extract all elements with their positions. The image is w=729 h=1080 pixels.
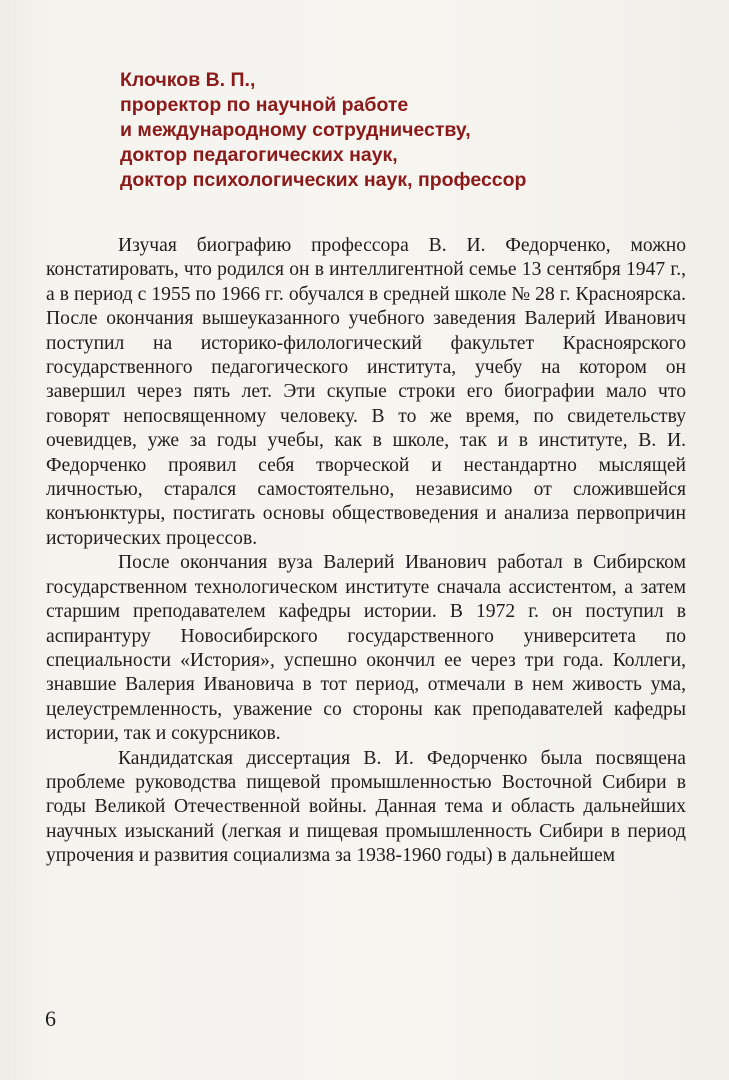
paragraph-3: Кандидатская диссертация В. И. Федорченко была посвящена проблеме руководства пищевой промышленностью Восточной Сибири в годы Великой Отечественной войны. Данная тема и область дальнейших научных изысканий (легкая и пищевая промышленность Сибири в период упрочения и развития социализма за 1938-1960 годы) в дальнейшем: [46, 747, 686, 867]
author-degree-psychology: доктор психологических наук, профессор: [120, 169, 527, 191]
author-position-continued: и международному сотрудничеству,: [120, 119, 471, 141]
article-body: [46, 234, 686, 869]
paragraph-1: Изучая биографию профессора В. И. Федорченко, можно констатировать, что родился он в интеллигентной семье 13 сентября 1947 г., а в период с 1955 по 1966 гг. обучался в средней школе № 28 г. Красноярска. После окончания вышеуказанного учебного заведения Валерий Иванович поступил на историко-филологический факультет Красноярского государственного педагогического института, учебу на котором он завершил через пять лет. Эти скупые строки его биографии мало что говорят непосвященному человеку. В то же время, по свидетельству очевидцев, уже за годы учебы, как в школе, так и в институте, В. И. Федорченко проявил себя творческой и нестандартно мыслящей личностью, старался самостоятельно, независимо от сложившейся конъюнктуры, постигать основы обществоведения и анализа первопричин исторических процессов.: [46, 235, 686, 549]
author-header: [120, 68, 680, 193]
author-name: Клочков В. П.,: [120, 69, 256, 91]
page-number: 6: [45, 1006, 56, 1031]
author-position: проректор по научной работе: [120, 94, 409, 116]
author-degree-pedagogy: доктор педагогических наук,: [120, 144, 398, 166]
paragraph-2: После окончания вуза Валерий Иванович работал в Сибирском государственном технологическом институте сначала ассистентом, а затем старшим преподавателем кафедры истории. В 1972 г. он поступил в аспирантуру Новосибирского государственного университета по специальности «История», успешно окончил ее через три года. Коллеги, знавшие Валерия Ивановича в тот период, отмечали в нем живость ума, целеустремленность, уважение со стороны как преподавателей кафедры истории, так и сокурсников.: [46, 552, 686, 745]
